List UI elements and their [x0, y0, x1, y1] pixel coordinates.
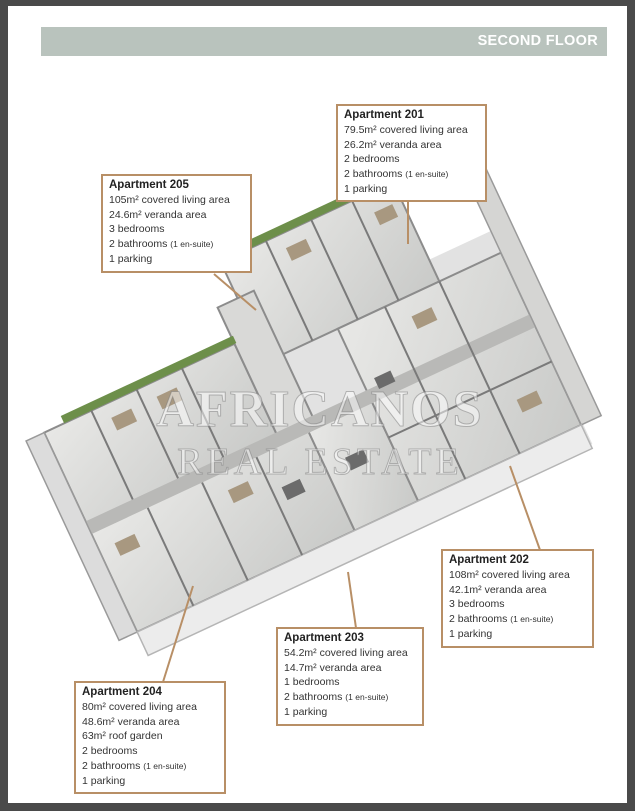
- leader-202: [510, 466, 540, 550]
- apartment-202-ensuite: (1 en-suite): [510, 614, 554, 625]
- apartment-201-bathrooms-row: [344, 167, 479, 182]
- apartment-204-title: Apartment 204: [82, 686, 162, 698]
- apartment-203-card: [276, 627, 424, 726]
- watermark-line1: AFRICANOS: [156, 381, 484, 438]
- apartment-203-veranda: 14.7m² veranda area: [284, 661, 382, 674]
- apartment-202-bathrooms: 2 bathrooms: [449, 613, 508, 626]
- apartment-204-bathrooms: 2 bathrooms: [82, 759, 141, 772]
- apartment-201-parking: 1 parking: [344, 182, 388, 195]
- page-title: SECOND FLOOR: [477, 33, 598, 49]
- leader-205: [214, 274, 256, 310]
- apartment-204-ensuite: (1 en-suite): [143, 760, 187, 771]
- apartment-202-covered: 108m² covered living area: [449, 569, 570, 581]
- apartment-205-card: [101, 174, 252, 273]
- apartment-204-card: [74, 681, 226, 794]
- apartment-201-bedrooms: 2 bedrooms: [344, 153, 400, 166]
- apartment-203-bathrooms: 2 bathrooms: [284, 691, 343, 704]
- apartment-203-ensuite: (1 en-suite): [345, 692, 389, 703]
- apartment-205-bedrooms: 3 bedrooms: [109, 223, 165, 236]
- apartment-202-title: Apartment 202: [449, 554, 529, 566]
- apartment-202-parking: 1 parking: [449, 627, 493, 640]
- apartment-202-bathrooms-row: [449, 612, 586, 627]
- apartment-205-title: Apartment 205: [109, 179, 189, 191]
- apartment-201-veranda: 26.2m² veranda area: [344, 138, 442, 151]
- apartment-205-veranda: 24.6m² veranda area: [109, 208, 207, 221]
- leader-204: [163, 586, 193, 682]
- apartment-201-bathrooms: 2 bathrooms: [344, 168, 403, 181]
- leader-203: [348, 572, 356, 628]
- apartment-203-covered: 54.2m² covered living area: [284, 647, 408, 659]
- apartment-203-parking: 1 parking: [284, 705, 328, 718]
- apartment-201-card: [336, 104, 487, 202]
- apartment-205-parking: 1 parking: [109, 252, 153, 265]
- apartment-204-covered: 80m² covered living area: [82, 701, 197, 713]
- apartment-201-title: Apartment 201: [344, 109, 424, 121]
- apartment-201-ensuite: (1 en-suite): [405, 169, 449, 180]
- apartment-204-roof-garden: 63m² roof garden: [82, 730, 163, 743]
- apartment-202-bedrooms: 3 bedrooms: [449, 598, 505, 611]
- apartment-202-card: [441, 549, 594, 648]
- apartment-205-bathrooms-row: [109, 237, 244, 252]
- apartment-203-bedrooms: 1 bedrooms: [284, 676, 340, 689]
- apartment-205-ensuite: (1 en-suite): [170, 239, 214, 250]
- brochure-page: [8, 6, 627, 803]
- apartment-202-veranda: 42.1m² veranda area: [449, 583, 547, 596]
- apartment-201-covered: 79.5m² covered living area: [344, 124, 468, 136]
- apartment-204-bathrooms-row: [82, 759, 218, 774]
- watermark-line2: REAL ESTATE: [177, 441, 463, 483]
- apartment-204-parking: 1 parking: [82, 774, 126, 787]
- apartment-203-title: Apartment 203: [284, 632, 364, 644]
- apartment-204-veranda: 48.6m² veranda area: [82, 715, 180, 728]
- apartment-203-bathrooms-row: [284, 690, 416, 705]
- apartment-204-bedrooms: 2 bedrooms: [82, 745, 138, 758]
- apartment-205-bathrooms: 2 bathrooms: [109, 238, 168, 251]
- apartment-205-covered: 105m² covered living area: [109, 194, 230, 206]
